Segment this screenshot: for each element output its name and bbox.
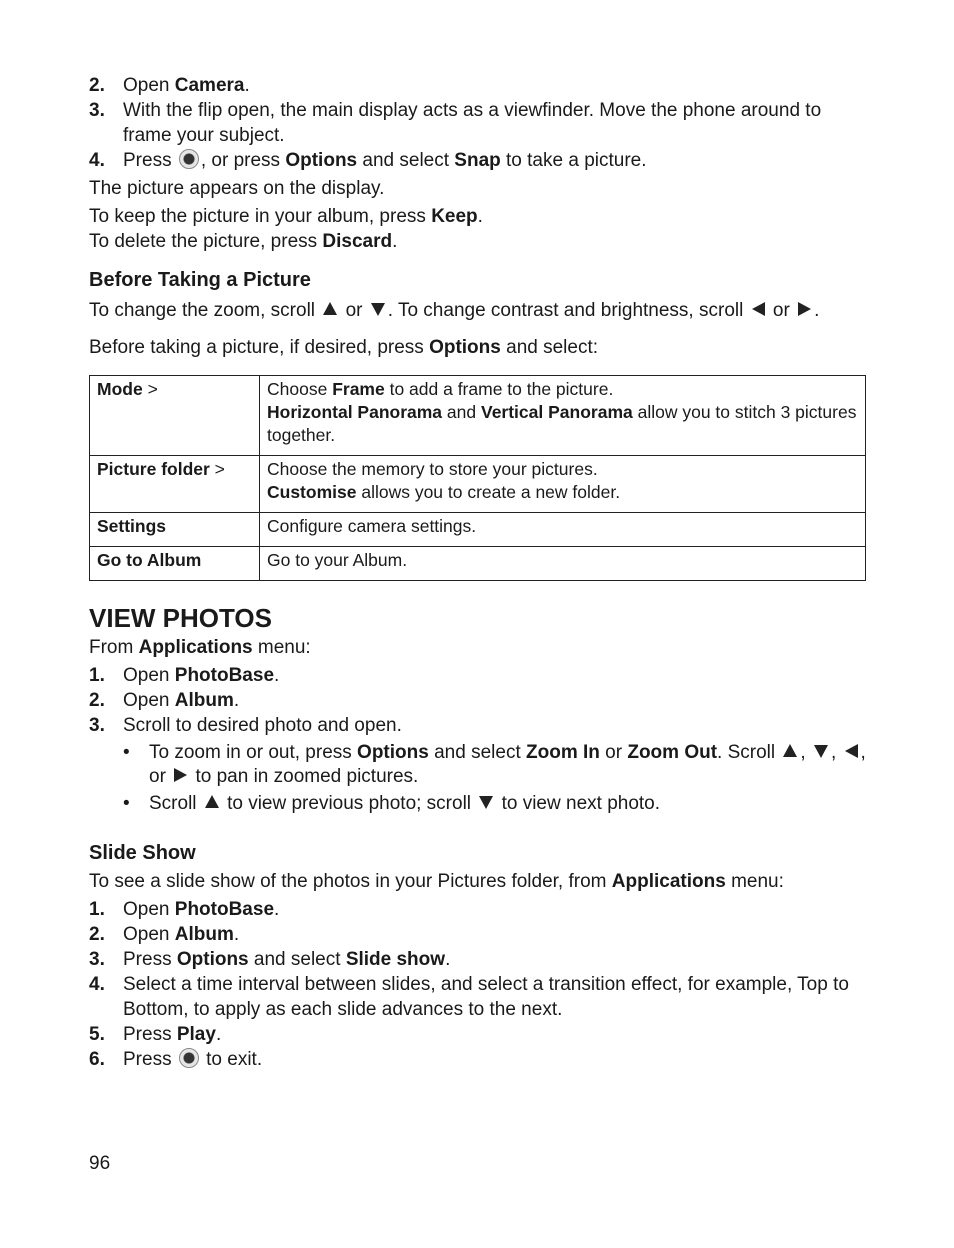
step-number: 3.: [89, 100, 105, 121]
slide-show-intro: [89, 869, 784, 894]
option-name: Picture folder >: [90, 456, 260, 513]
bullet-marker: •: [123, 742, 130, 763]
bold-term: Applications: [611, 871, 726, 892]
text-run: Choose the memory to store your pictures.: [267, 459, 598, 479]
bold-term: PhotoBase: [174, 899, 275, 920]
bold-term: Camera: [174, 75, 245, 96]
text-run: From: [89, 637, 139, 658]
view-bullets: [89, 741, 866, 816]
list-item: [89, 897, 866, 922]
option-description: [260, 456, 866, 513]
bold-term: Snap: [454, 150, 501, 171]
text-run: and select: [428, 742, 526, 763]
list-item: [89, 922, 866, 947]
text-run: Open: [123, 690, 175, 711]
bold-term: Slide show: [345, 949, 446, 970]
up-arrow-icon: [783, 744, 797, 757]
bold-term: Options: [357, 742, 429, 763]
bold-term: Keep: [431, 206, 478, 227]
step-number: 5.: [89, 1024, 105, 1045]
text-run: to exit.: [200, 1049, 263, 1070]
view-photos-intro: [89, 635, 311, 660]
list-item: [89, 947, 866, 972]
bold-term: PhotoBase: [174, 665, 275, 686]
text-run: .: [233, 690, 240, 711]
bold-term: Options: [285, 150, 358, 171]
table-row: [90, 376, 866, 456]
bold-term: Zoom Out: [627, 742, 718, 763]
bold-term: Options: [176, 949, 249, 970]
option-name: Settings: [90, 513, 260, 547]
option-name: Go to Album: [90, 547, 260, 581]
step-number: 1.: [89, 899, 105, 920]
text-run: , or press: [200, 150, 286, 171]
text-run: , or: [149, 742, 866, 787]
bold-term: Applications: [138, 637, 253, 658]
text-run: .: [274, 899, 280, 920]
text-run: allow you to stitch 3 pictures together.: [267, 402, 857, 445]
table-row: [90, 547, 866, 581]
slide-show-heading: Slide Show: [89, 842, 196, 864]
text-run: to view next photo.: [496, 793, 661, 814]
text-run: Press: [123, 949, 177, 970]
step-number: 4.: [89, 974, 105, 995]
step-number: 6.: [89, 1049, 105, 1070]
after-steps: [89, 176, 866, 254]
center-key-icon: [179, 149, 199, 169]
text-run: Press: [123, 1024, 177, 1045]
right-arrow-icon: [798, 302, 811, 316]
text-run: or: [767, 300, 796, 321]
text-run: Open: [123, 924, 175, 945]
list-item: [89, 73, 866, 98]
option-description: [260, 547, 866, 581]
list-item: [89, 1022, 866, 1047]
list-item: [89, 98, 866, 148]
list-item: [89, 1047, 866, 1072]
after-step-line: [89, 229, 866, 254]
left-arrow-icon: [845, 744, 858, 758]
bold-term: Customise: [267, 482, 357, 502]
step-number: 2.: [89, 75, 105, 96]
bold-term: Play: [176, 1024, 216, 1045]
text-run: and: [442, 402, 481, 422]
text-run: or: [599, 742, 628, 763]
text-run: ,: [830, 742, 842, 763]
text-run: .: [244, 75, 250, 96]
text-run: ,: [800, 742, 811, 763]
bold-term: Options: [429, 337, 501, 358]
text-run: To zoom in or out, press: [149, 742, 358, 763]
step-number: 1.: [89, 665, 105, 686]
list-item: [89, 972, 866, 1022]
text-run: .: [233, 924, 240, 945]
text-run: menu:: [252, 637, 311, 658]
option-name: Mode >: [90, 376, 260, 456]
text-run: menu:: [725, 871, 784, 892]
text-run: To delete the picture, press: [89, 231, 323, 252]
text-run: to pan in zoomed pictures.: [190, 766, 419, 787]
step-number: 3.: [89, 949, 105, 970]
page-number: 96: [89, 1153, 111, 1174]
text-run: To change the zoom, scroll: [89, 300, 321, 321]
text-run: or: [340, 300, 368, 321]
down-arrow-icon: [371, 303, 385, 316]
text-run: To see a slide show of the photos in your Pictures folder, from: [89, 871, 612, 892]
bullet-item: [89, 792, 866, 816]
bold-term: Frame: [332, 379, 385, 399]
right-arrow-icon: [174, 768, 187, 782]
view-steps: [89, 663, 866, 738]
list-item: [89, 688, 866, 713]
text-run: Go to your Album.: [267, 550, 408, 570]
after-step-line: [89, 204, 866, 229]
text-run: Open: [123, 665, 175, 686]
options-instructions: [89, 335, 598, 360]
bold-term: Album: [174, 690, 234, 711]
bold-term: Horizontal Panorama: [267, 402, 443, 422]
table-row: [90, 513, 866, 547]
text-run: Before taking a picture, if desired, press: [89, 337, 430, 358]
text-run: to view previous photo; scroll: [221, 793, 477, 814]
bullet-marker: •: [123, 793, 130, 814]
option-description: [260, 376, 866, 456]
text-run: .: [445, 949, 451, 970]
list-item: [89, 713, 866, 738]
step-number: 4.: [89, 150, 105, 171]
text-run: Choose: [267, 379, 333, 399]
step-number: 3.: [89, 715, 105, 736]
bold-term: Zoom In: [526, 742, 600, 763]
intro-steps: [89, 73, 866, 173]
bold-term: Vertical Panorama: [480, 402, 633, 422]
section-heading: Before Taking a Picture: [89, 269, 311, 291]
bullet-item: [89, 741, 866, 789]
up-arrow-icon: [323, 302, 337, 315]
view-photos-heading: VIEW PHOTOS: [89, 603, 272, 633]
zoom-instructions: [89, 298, 879, 323]
after-step-line: [89, 176, 866, 201]
text-run: Select a time interval between slides, and select a transition effect, for example, Top to Bottom, to apply as each slide advances to the next.: [123, 974, 849, 1020]
text-run: .: [215, 1024, 222, 1045]
center-key-icon: [179, 1048, 199, 1068]
text-run: . Scroll: [717, 742, 781, 763]
options-table: [89, 375, 866, 581]
down-arrow-icon: [814, 745, 828, 758]
text-run: Open: [123, 899, 175, 920]
text-run: allows you to create a new folder.: [356, 482, 621, 502]
text-run: To keep the picture in your album, press: [89, 206, 432, 227]
list-item: [89, 148, 866, 173]
text-run: to add a frame to the picture.: [384, 379, 614, 399]
text-run: Press: [123, 1049, 177, 1070]
bold-term: Discard: [322, 231, 393, 252]
slide-steps: [89, 897, 866, 1072]
option-description: [260, 513, 866, 547]
text-run: Configure camera settings.: [267, 516, 477, 536]
text-run: and select: [357, 150, 455, 171]
text-run: Press: [123, 150, 177, 171]
bold-term: Album: [174, 924, 234, 945]
text-run: to take a picture.: [500, 150, 647, 171]
text-run: . To change contrast and brightness, scroll: [387, 300, 749, 321]
left-arrow-icon: [752, 302, 765, 316]
list-item: [89, 663, 866, 688]
text-run: .: [477, 206, 483, 227]
up-arrow-icon: [205, 795, 219, 808]
text-run: Scroll to desired photo and open.: [123, 715, 402, 736]
step-number: 2.: [89, 924, 105, 945]
text-run: .: [392, 231, 398, 252]
text-run: .: [814, 300, 820, 321]
text-run: Scroll: [149, 793, 202, 814]
text-run: and select: [248, 949, 346, 970]
text-run: Open: [123, 75, 175, 96]
text-run: .: [274, 665, 280, 686]
table-row: [90, 456, 866, 513]
down-arrow-icon: [479, 796, 493, 809]
text-run: The picture appears on the display.: [89, 178, 385, 199]
text-run: With the flip open, the main display acts as a viewfinder. Move the phone around to frame your subject.: [123, 100, 822, 146]
text-run: and select:: [500, 337, 599, 358]
step-number: 2.: [89, 690, 105, 711]
